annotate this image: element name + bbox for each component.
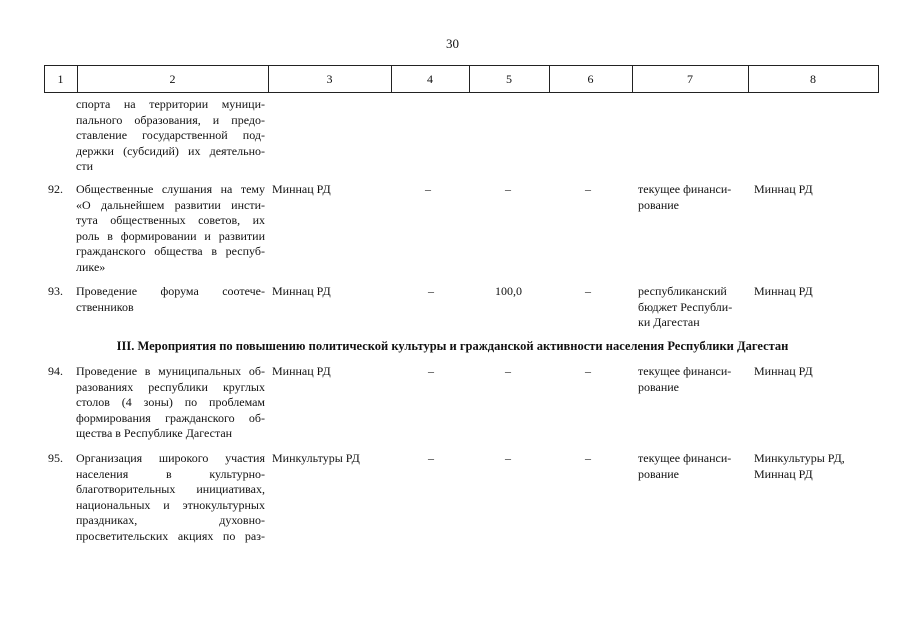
- row-responsible: Миннац РД: [754, 182, 813, 196]
- column-header-3: 3: [326, 72, 333, 86]
- row-funding: текущее финанси- рование: [638, 451, 732, 481]
- row-col5: –: [505, 364, 511, 378]
- column-header-6: 6: [587, 72, 594, 86]
- row-col4: –: [428, 451, 434, 465]
- row-executor: Миннац РД: [272, 284, 331, 298]
- row-responsible: Миннац РД: [754, 364, 813, 378]
- row-col6: –: [585, 364, 591, 378]
- column-header-2: 2: [169, 72, 176, 86]
- row-funding: республиканский бюджет Республи- ки Дагестан: [638, 284, 733, 329]
- row-number: 94.: [48, 364, 63, 378]
- row-col5: –: [505, 451, 511, 465]
- page-number: 30: [446, 36, 459, 51]
- row-col4: –: [428, 364, 434, 378]
- row-executor: Миннац РД: [272, 182, 331, 196]
- table-header-row: [44, 65, 879, 93]
- column-header-1: 1: [57, 72, 64, 86]
- row-funding: текущее финанси- рование: [638, 182, 732, 212]
- row-responsible: Миннац РД: [754, 284, 813, 298]
- row-description: Общественные слушания на тему «О дальнейшем развитии инсти- тута общественных советов, их роль в формировании и развитии гражданского общества в респуб- лике»: [76, 182, 265, 274]
- row-col6: –: [585, 284, 591, 298]
- row-col4: –: [425, 182, 431, 196]
- row-number: 93.: [48, 284, 63, 298]
- row-funding: текущее финанси- рование: [638, 364, 732, 394]
- row-responsible: Минкультуры РД, Миннац РД: [754, 451, 845, 481]
- section-title: III. Мероприятия по повышению политической культуры и гражданской активности населения Республики Дагестан: [116, 339, 789, 353]
- row-description: Проведение форума соотече- ственников: [76, 284, 265, 314]
- row-col4: –: [428, 284, 434, 298]
- row-number: 95.: [48, 451, 63, 465]
- row-description: Организация широкого участия населения в культурно- благотворительных инициативах, национальных и этнокультурных праздниках, духовно- просветительских акциях по раз-: [76, 451, 265, 543]
- row-executor: Миннац РД: [272, 364, 331, 378]
- row-col6: –: [585, 451, 591, 465]
- row-number: 92.: [48, 182, 63, 196]
- column-header-7: 7: [687, 72, 693, 86]
- row-col5: 100,0: [495, 284, 522, 298]
- column-header-8: 8: [810, 72, 816, 86]
- column-header-4: 4: [427, 72, 433, 86]
- column-header-5: 5: [506, 72, 512, 86]
- row-col5: –: [505, 182, 511, 196]
- row-col6: –: [585, 182, 591, 196]
- column-divider: [878, 66, 879, 92]
- row-description: Проведение в муниципальных об- разованиях республики круглых столов (4 зоны) по проблемам формирования гражданского об- щества в Республике Дагестан: [76, 364, 265, 440]
- continuation-text: спорта на территории муници- пального образования, и предо- ставление государственной под- держки (субсидий) их деятельно- сти: [76, 97, 265, 173]
- row-executor: Минкультуры РД: [272, 451, 360, 465]
